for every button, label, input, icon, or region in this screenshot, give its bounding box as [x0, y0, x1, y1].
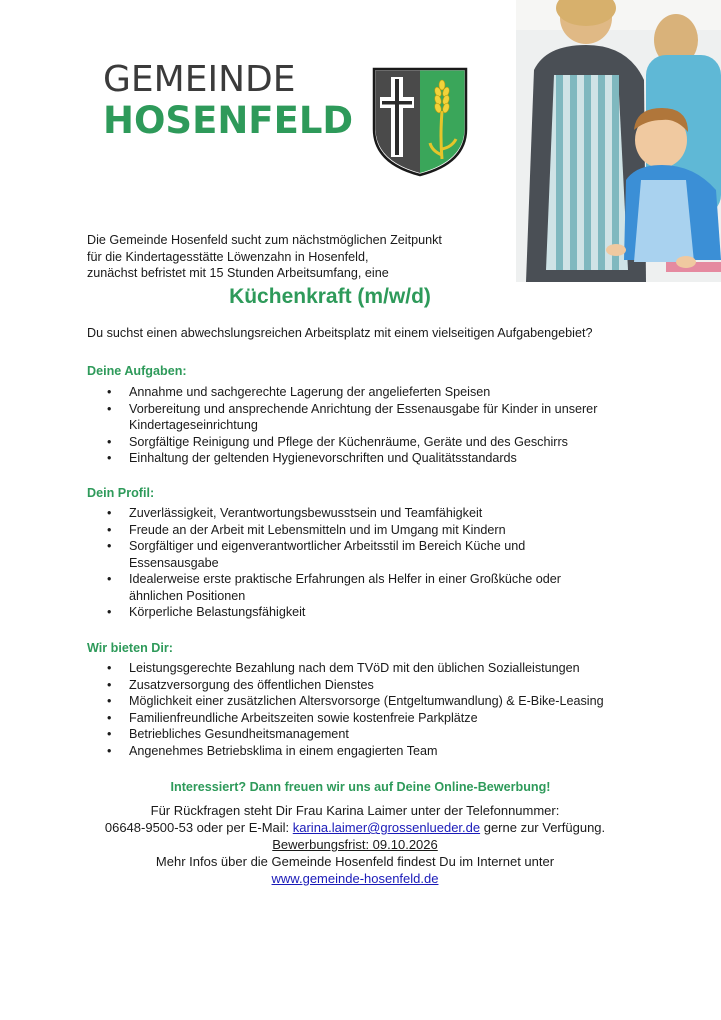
list-item: • Leistungsgerechte Bezahlung nach dem TVöD mit den üblichen Sozialleistungen [107, 661, 580, 675]
list-item: • Angenehmes Betriebsklima in einem engagierten Team [107, 743, 438, 758]
list-item-continuation: Kindertageseinrichtung [129, 418, 258, 432]
contact-block [0, 802, 710, 887]
bullet-icon: • [107, 727, 112, 741]
bullet-icon: • [107, 677, 112, 692]
logo-line-hosenfeld: HOSENFELD [103, 99, 354, 142]
offer-heading: Wir bieten Dir: [87, 641, 173, 655]
bullet-icon: • [107, 694, 112, 708]
list-item: • Sorgfältige Reinigung und Pflege der Küchenräume, Geräte und des Geschirrs [107, 434, 568, 449]
list-item-continuation: ähnlichen Positionen [129, 588, 246, 603]
list-item: • Familienfreundliche Arbeitszeiten sowie kostenfreie Parkplätze [107, 710, 478, 725]
list-item: • Annahme und sachgerechte Lagerung der angelieferten Speisen [107, 385, 491, 399]
list-item-continuation: Essensausgabe [129, 555, 219, 570]
contact-line: 06648-9500-53 oder per E-Mail: karina.laimer@grossenlueder.de gerne zur Verfügung. [104, 820, 606, 835]
bullet-icon: • [107, 661, 112, 675]
kitchen-photo [516, 0, 721, 282]
tasks-list [105, 384, 597, 467]
bullet-icon: • [107, 743, 112, 758]
tasks-heading: Deine Aufgaben: [87, 364, 187, 378]
list-item: • Einhaltung der geltenden Hygienevorschriften und Qualitätsstandards [107, 451, 517, 465]
list-item: • Zusatzversorgung des öffentlichen Dienstes [107, 677, 374, 692]
intro-text [87, 232, 442, 282]
bullet-icon: • [107, 539, 112, 553]
municipality-logo-text [103, 59, 354, 142]
bullet-icon: • [107, 434, 112, 449]
list-item: • Betriebliches Gesundheitsmanagement [107, 727, 349, 741]
bullet-icon: • [107, 710, 112, 725]
contact-line: Für Rückfragen steht Dir Frau Karina Laimer unter der Telefonnummer: [150, 803, 560, 818]
list-item: • Körperliche Belastungsfähigkeit [107, 605, 306, 619]
bullet-icon: • [107, 522, 112, 537]
list-item: • Vorbereitung und ansprechende Anrichtung der Essenausgabe für Kinder in unserer [107, 401, 598, 416]
email-link[interactable]: karina.laimer@grossenlueder.de [292, 820, 481, 835]
contact-line: Mehr Infos über die Gemeinde Hosenfeld findest Du im Internet unter [155, 854, 555, 869]
list-item: • Möglichkeit einer zusätzlichen Altersvorsorge (Entgeltumwandlung) & E-Bike-Leasing [107, 694, 604, 708]
coat-of-arms-icon [372, 67, 468, 177]
list-item: • Zuverlässigkeit, Verantwortungsbewusstsein und Teamfähigkeit [107, 506, 483, 520]
bullet-icon: • [107, 572, 112, 586]
profile-list [105, 505, 561, 621]
intro-line: zunächst befristet mit 15 Stunden Arbeitsumfang, eine [87, 266, 389, 280]
job-title: Küchenkraft (m/w/d) [229, 285, 431, 308]
call-to-action: Interessiert? Dann freuen wir uns auf Deine Online-Bewerbung! [170, 780, 551, 794]
bullet-icon: • [107, 605, 112, 619]
bullet-icon: • [107, 401, 112, 416]
list-item: • Idealerweise erste praktische Erfahrungen als Helfer in einer Großküche oder [107, 572, 561, 586]
intro-line: für die Kindertagesstätte Löwenzahn in Hosenfeld, [87, 249, 369, 264]
list-item: • Freude an der Arbeit mit Lebensmitteln und im Umgang mit Kindern [107, 522, 506, 537]
offer-list [105, 660, 604, 759]
bullet-icon: • [107, 451, 112, 465]
application-deadline: Bewerbungsfrist: 09.10.2026 [272, 837, 438, 852]
logo-line-gemeinde: GEMEINDE [103, 59, 296, 100]
list-item: • Sorgfältiger und eigenverantwortlicher Arbeitsstil im Bereich Küche und [107, 539, 526, 553]
bullet-icon: • [107, 506, 112, 520]
website-link[interactable]: www.gemeinde-hosenfeld.de [271, 871, 439, 886]
intro-question: Du suchst einen abwechslungsreichen Arbeitsplatz mit einem vielseitigen Aufgabengebiet? [87, 326, 593, 340]
bullet-icon: • [107, 385, 112, 399]
profile-heading: Dein Profil: [87, 486, 155, 500]
intro-line: Die Gemeinde Hosenfeld sucht zum nächstmöglichen Zeitpunkt [87, 233, 442, 247]
